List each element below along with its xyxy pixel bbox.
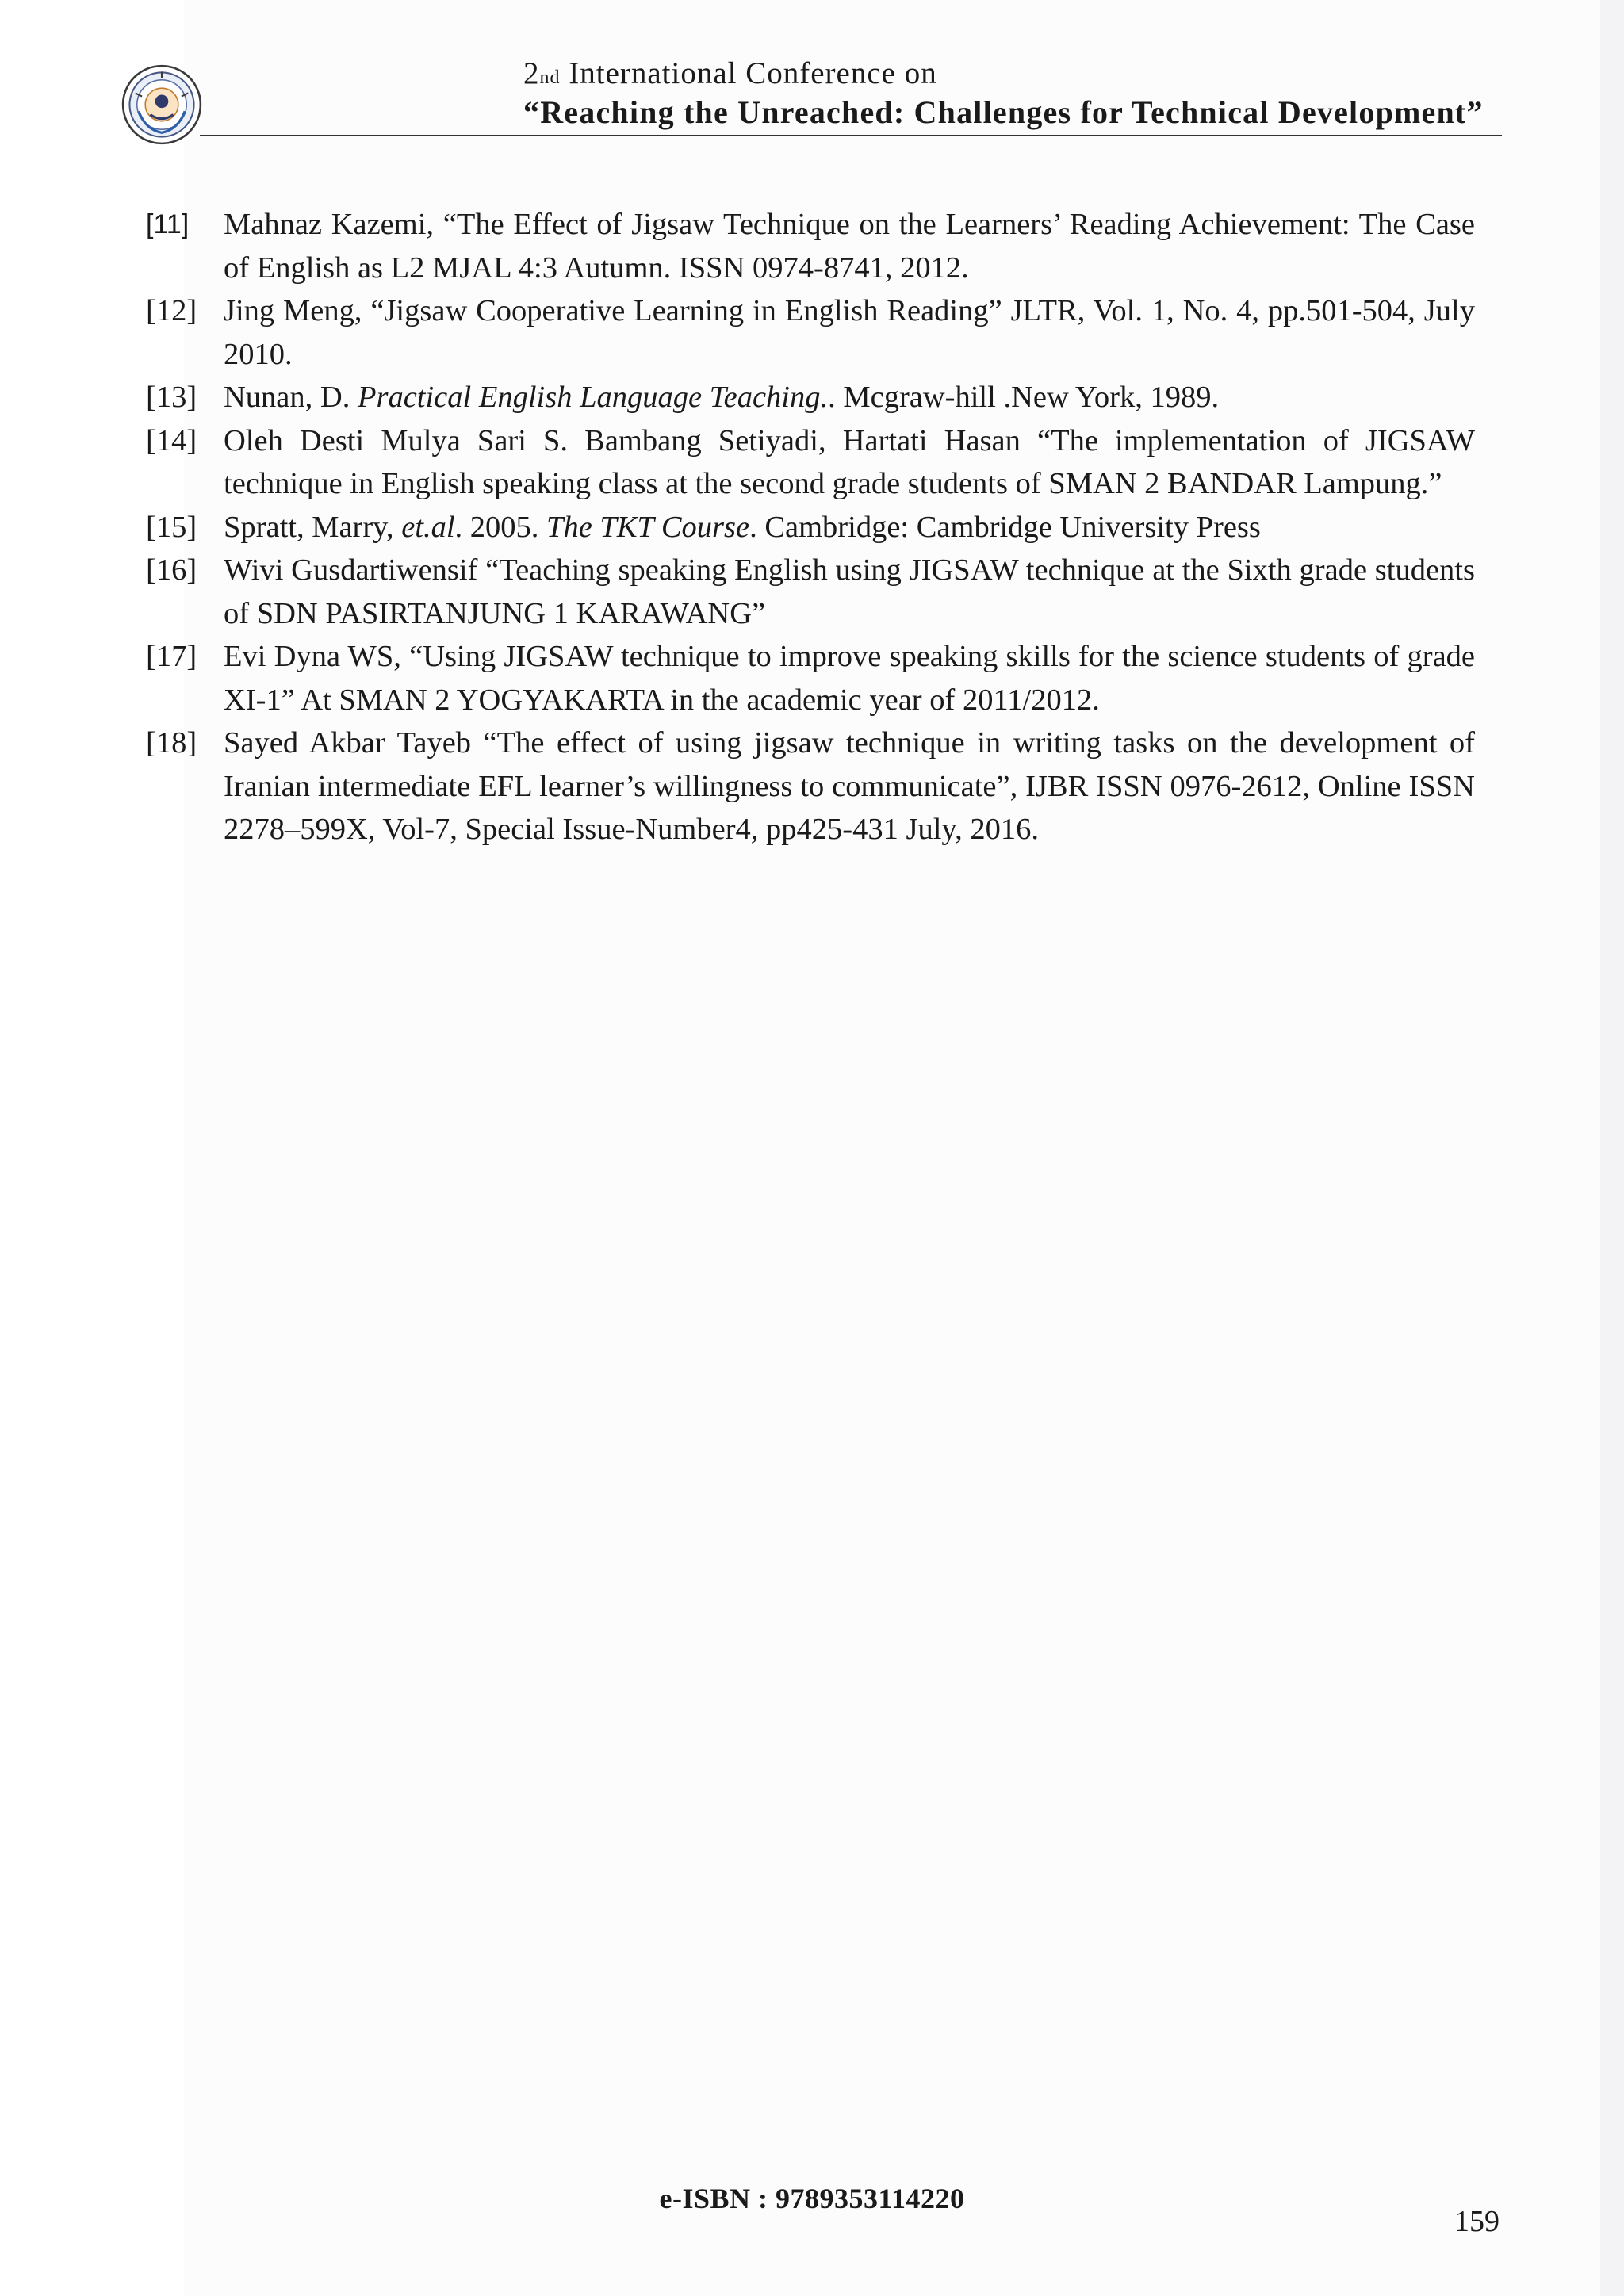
reference-number: [18] [146, 726, 197, 760]
reference-text [224, 376, 1475, 419]
reference-text-segment: Sayed Akbar Tayeb “The effect of using jigsaw technique in writing tasks on the development of Iranian intermediate EFL learner’s willingness to communicate”, IJBR ISSN 0976-2612, Online ISSN 2278–599X, Vol-7, Special Issue-Number4, pp425-431 July, 2016. [224, 726, 1475, 846]
reference-item [146, 721, 1475, 851]
page-edge-strip [1600, 0, 1624, 2296]
reference-number: [11] [146, 209, 190, 239]
conference-seal-icon [121, 63, 203, 146]
reference-text-segment: . Cambridge: Cambridge University Press [749, 510, 1261, 544]
conference-edition-heading [523, 55, 937, 91]
reference-title-italic: The TKT Course [546, 510, 750, 544]
reference-text-segment: Nunan, D. [224, 381, 358, 414]
reference-number: [13] [146, 381, 197, 414]
reference-text-segment: Oleh Desti Mulya Sari S. Bambang Setiyadi, Hartati Hasan “The implementation of JIGSAW technique in English speaking class at the second grade students of SMAN 2 BANDAR Lampung.” [224, 423, 1475, 500]
reference-number: [17] [146, 640, 197, 673]
reference-item [146, 376, 1475, 419]
reference-item [146, 549, 1475, 635]
reference-text [224, 635, 1475, 721]
reference-text-segment: Jing Meng, “Jigsaw Cooperative Learning in English Reading” JLTR, Vol. 1, No. 4, pp.501-504, July 2010. [224, 294, 1475, 371]
reference-number: [12] [146, 294, 197, 327]
reference-text-segment: Mahnaz Kazemi, “The Effect of Jigsaw Technique on the Learners’ Reading Achievement: The Case of English as L2 MJAL 4:3 Autumn. ISSN 0974-8741, 2012. [224, 208, 1475, 285]
reference-title-italic: et.al [401, 510, 455, 544]
reference-text-segment: Spratt, Marry, [224, 510, 402, 544]
edition-number: 2 [523, 56, 540, 90]
reference-text [224, 721, 1475, 851]
conference-title: “Reaching the Unreached: Challenges for Technical Development” [523, 94, 1484, 130]
conference-label: International Conference on [560, 56, 937, 90]
reference-item [146, 203, 1475, 289]
page-number: 159 [1454, 2205, 1500, 2238]
reference-text [224, 203, 1475, 289]
reference-item [146, 289, 1475, 376]
reference-number: [16] [146, 553, 197, 587]
isbn-footer: e-ISBN : 9789353114220 [659, 2183, 965, 2214]
reference-text-segment: Evi Dyna WS, “Using JIGSAW technique to improve speaking skills for the science students of grade XI-1” At SMAN 2 YOGYAKARTA in the academic year of 2011/2012. [224, 640, 1475, 717]
reference-item [146, 635, 1475, 721]
reference-title-italic: Practical English Language Teaching. [357, 381, 829, 414]
reference-text-segment: . 2005. [454, 510, 547, 544]
header-divider [200, 135, 1502, 136]
reference-item [146, 419, 1475, 506]
reference-item [146, 506, 1475, 549]
edition-ordinal-suffix: nd [539, 67, 561, 88]
reference-number: [14] [146, 423, 197, 457]
reference-number: [15] [146, 510, 197, 544]
reference-text-segment: . Mcgraw-hill .New York, 1989. [828, 381, 1220, 414]
reference-text-segment: Wivi Gusdartiwensif “Teaching speaking English using JIGSAW technique at the Sixth grade students of SDN PASIRTANJUNG 1 KARAWANG” [224, 553, 1475, 630]
reference-text [224, 549, 1475, 635]
reference-text [224, 419, 1475, 506]
reference-text [224, 289, 1475, 376]
reference-list [146, 203, 1475, 851]
reference-text [224, 506, 1475, 549]
